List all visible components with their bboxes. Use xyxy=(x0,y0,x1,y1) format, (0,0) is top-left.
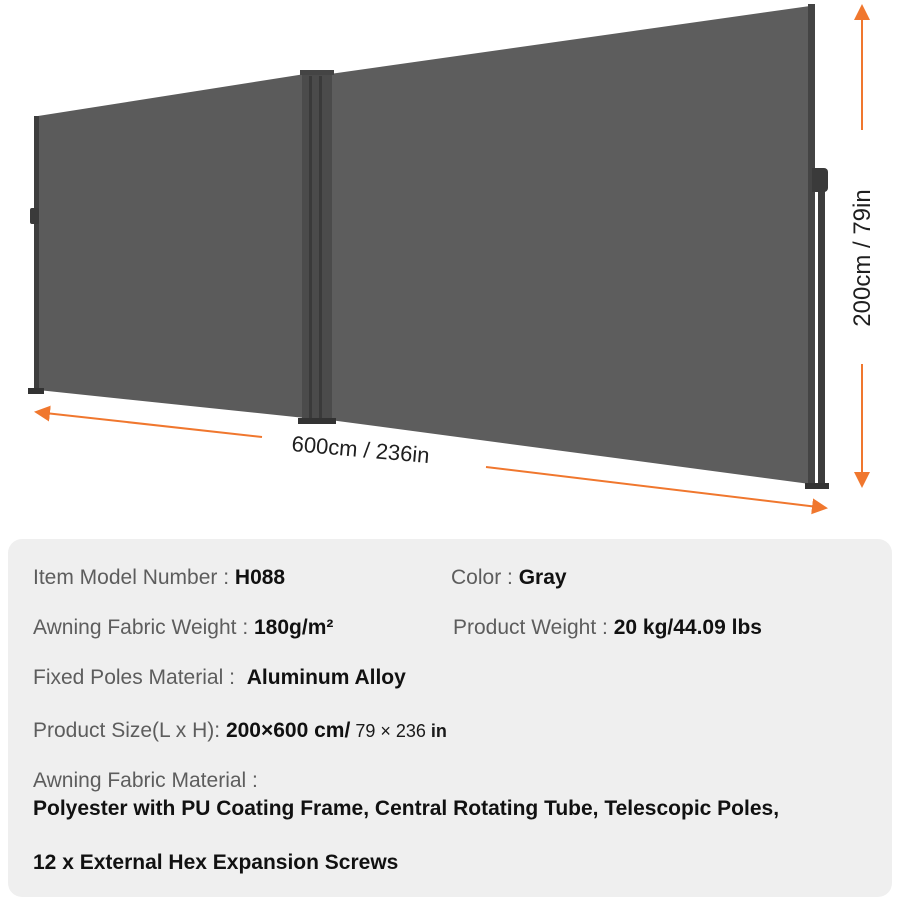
right-fabric-panel xyxy=(330,6,810,484)
width-arrow-left xyxy=(36,412,262,437)
handle-icon xyxy=(812,168,828,192)
right-pull-bar xyxy=(808,4,815,486)
fabric-material-value-1: Polyester with PU Coating Frame, Central Rotating Tube, Telescopic Poles, xyxy=(33,797,780,820)
left-end-pole-base xyxy=(28,388,44,394)
product-size-unit-inches: in xyxy=(430,721,447,741)
left-end-pole-clip xyxy=(30,208,39,224)
product-size-value-inches: 79 × 236 xyxy=(350,721,431,741)
product-weight-label: Product Weight : xyxy=(453,616,614,639)
product-weight-row xyxy=(453,616,762,640)
right-pole-base xyxy=(805,483,829,489)
fabric-weight-value: 180g/m² xyxy=(254,616,334,639)
fabric-material-value-2: 12 x External Hex Expansion Screws xyxy=(33,851,399,874)
poles-material-label: Fixed Poles Material : xyxy=(33,666,241,689)
poles-material-row xyxy=(33,666,406,690)
left-end-pole xyxy=(34,116,39,392)
right-support-pole xyxy=(818,190,825,486)
left-fabric-panel xyxy=(38,74,305,418)
product-weight-value: 20 kg/44.09 lbs xyxy=(613,616,762,639)
fabric-material-label: Awning Fabric Material : xyxy=(33,769,258,792)
fabric-material-line-2 xyxy=(33,851,398,875)
fabric-weight-row xyxy=(33,616,333,640)
central-cassette-groove-right xyxy=(319,76,322,420)
product-size-value: 200×600 cm/ xyxy=(225,719,351,742)
color-value: Gray xyxy=(518,566,567,589)
fabric-material-line-1 xyxy=(33,797,779,821)
model-number-label: Item Model Number : xyxy=(33,566,235,589)
color-row xyxy=(451,566,567,590)
product-size-label: Product Size(L x H): xyxy=(33,719,226,742)
poles-material-value: Aluminum Alloy xyxy=(246,666,406,689)
color-label: Color : xyxy=(451,566,519,589)
width-dimension-label: 600cm / 236in xyxy=(290,431,431,469)
specifications-panel xyxy=(8,539,892,897)
height-dimension-label: 200cm / 79in xyxy=(849,189,876,327)
product-size-row xyxy=(33,719,447,743)
central-cassette-groove-left xyxy=(309,76,312,420)
model-number-row xyxy=(33,566,285,590)
fabric-material-heading-row xyxy=(33,769,258,793)
central-cassette-cap xyxy=(300,70,334,75)
central-cassette-base xyxy=(298,418,336,424)
central-cassette-post xyxy=(302,72,332,422)
fabric-weight-label: Awning Fabric Weight : xyxy=(33,616,254,639)
model-number-value: H088 xyxy=(234,566,286,589)
